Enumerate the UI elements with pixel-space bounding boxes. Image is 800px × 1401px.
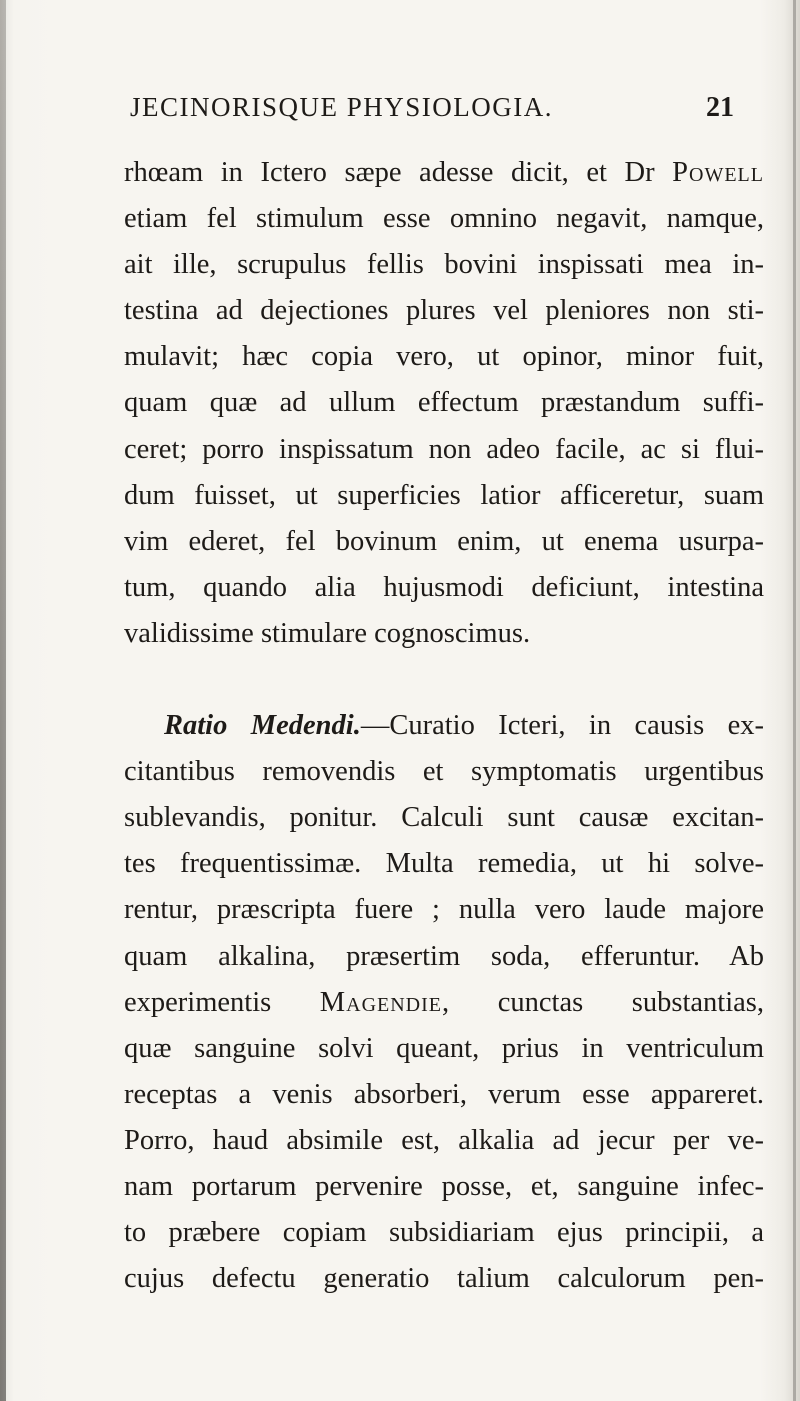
text-line: cujus defectu generatio talium calculorum pen-	[124, 1263, 764, 1295]
text-line: rentur, præscripta fuere ; nulla vero laude majore	[124, 894, 764, 926]
text-line: nam portarum pervenire posse, et, sanguine infec-	[124, 1170, 764, 1202]
text-line: quam alkalina, præsertim soda, efferuntur. Ab	[124, 940, 764, 972]
text-line: quæ sanguine solvi queant, prius in ventriculum	[124, 1032, 764, 1064]
page-number: 21	[706, 92, 734, 123]
text-line: validissime stimulare cognoscimus.	[124, 617, 531, 649]
text-line: dum fuisset, ut superficies latior afficeretur, suam	[124, 479, 764, 511]
text-line-content: —Curatio Icteri, in causis ex-	[360, 710, 765, 742]
text-line-content: rhœam in Ictero sæpe adesse dicit, et Dr	[124, 157, 673, 188]
author-name-powell: Powell	[672, 157, 764, 188]
page-edge	[793, 0, 796, 1401]
running-head	[0, 92, 800, 132]
text-line: receptas a venis absorberi, verum esse appareret.	[124, 1078, 764, 1110]
text-line: ceret; porro inspissatum non adeo facile, ac si flui-	[124, 433, 764, 465]
text-line: mulavit; hæc copia vero, ut opinor, minor fuit,	[124, 341, 764, 373]
text-line: vim ederet, fel bovinum enim, ut enema usurpa-	[124, 525, 764, 557]
running-head-title: JECINORISQUE PHYSIOLOGIA.	[130, 92, 554, 122]
text-line	[124, 703, 764, 749]
section-heading: Ratio Medendi.	[164, 710, 361, 742]
text-line: ait ille, scrupulus fellis bovini inspissati mea in-	[124, 249, 764, 281]
text-line: Porro, haud absimile est, alkalia ad jecur per ve-	[124, 1124, 764, 1156]
text-line: quam quæ ad ullum effectum præstandum suffi-	[124, 387, 764, 419]
text-line-content: experimentis	[124, 986, 320, 1018]
text-line-content: , cunctas substantias,	[442, 986, 764, 1018]
text-line	[124, 150, 764, 196]
text-line: sublevandis, ponitur. Calculi sunt causæ excitan-	[124, 802, 764, 834]
text-line: etiam fel stimulum esse omnino negavit, namque,	[124, 203, 764, 235]
text-line: testina ad dejectiones plures vel pleniores non sti-	[124, 295, 764, 327]
text-line: tes frequentissimæ. Multa remedia, ut hi solve-	[124, 848, 764, 880]
body-text	[124, 150, 764, 1302]
page-gutter-shadow	[0, 0, 6, 1401]
text-line: to præbere copiam subsidiariam ejus principii, a	[124, 1217, 764, 1249]
author-name-magendie: Magendie	[319, 986, 443, 1018]
text-line: tum, quando alia hujusmodi deficiunt, intestina	[124, 571, 764, 603]
text-line	[124, 980, 764, 1026]
text-line: citantibus removendis et symptomatis urgentibus	[124, 756, 764, 788]
